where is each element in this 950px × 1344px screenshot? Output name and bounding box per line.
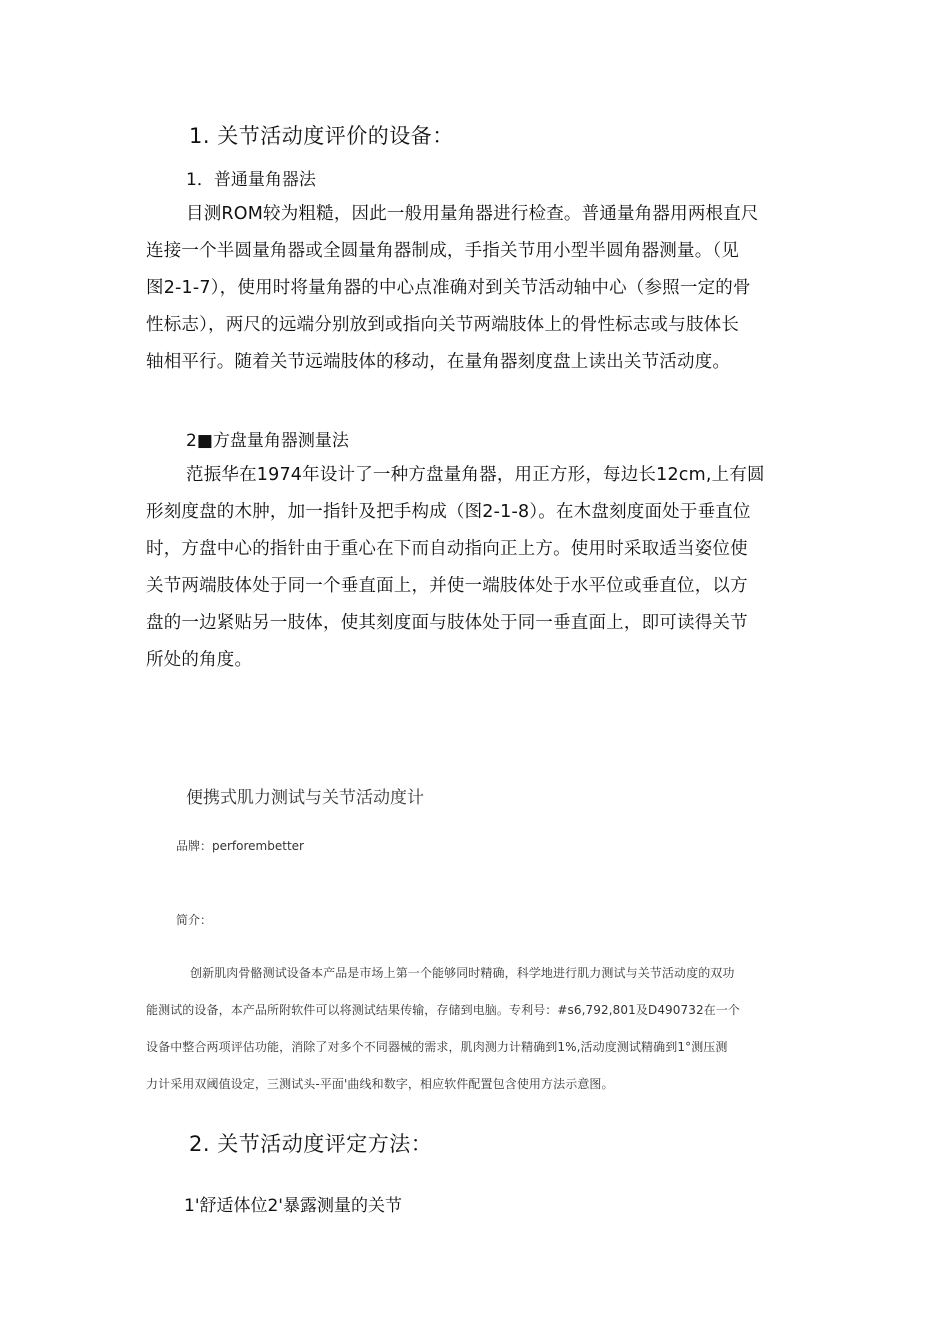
paragraph-line: 所处的角度。 — [146, 650, 253, 670]
product-intro-label: 简介： — [176, 913, 213, 927]
paragraph-line: 连接一个半圆量角器或全圆量角器制成，手指关节用小型半圆角器测量。（见 — [146, 241, 740, 261]
paragraph-line: 目测ROM较为粗糙，因此一般用量角器进行检查。普通量角器用两根直尺 — [186, 204, 759, 224]
paragraph-line: 范振华在1974年设计了一种方盘量角器，用正方形，每边长12cm,上有圆 — [186, 465, 765, 485]
description-line: 能测试的设备，本产品所附软件可以将测试结果传输，存储到电脑。专利号：#s6,792,801及D490732在一个 — [146, 1003, 741, 1017]
description-line: 力计采用双阈值设定，三测试头-平面'曲线和数字，相应软件配置包含使用方法示意图。 — [146, 1077, 614, 1091]
description-line: 设备中整合两项评估功能，消除了对多个不同器械的需求，肌肉测力计精确到1%,活动度测试精确到1°测压测 — [146, 1040, 728, 1054]
paragraph-line: 时，方盘中心的指针由于重心在下而自动指向正上方。使用时采取适当姿位使 — [146, 539, 748, 559]
paragraph-line: 盘的一边紧贴另一肢体，使其刻度面与肢体处于同一垂直面上，即可读得关节 — [146, 613, 748, 633]
section2-heading: 2. 关节活动度评定方法： — [189, 1132, 433, 1156]
description-line: 创新肌肉骨骼测试设备本产品是市场上第一个能够同时精确，科学地进行肌力测试与关节活动度的双功 — [190, 966, 735, 980]
product-title: 便携式肌力测试与关节活动度计 — [186, 788, 424, 808]
paragraph-line: 性标志），两尺的远端分别放到或指向关节两端肢体上的骨性标志或与肢体长 — [146, 315, 740, 335]
section2-subtitle: 1'舒适体位2'暴露测量的关节 — [184, 1196, 402, 1216]
product-brand: 品牌：perforembetter — [176, 839, 304, 853]
paragraph-line: 关节两端肢体处于同一个垂直面上，并使一端肢体处于水平位或垂直位，以方 — [146, 576, 748, 596]
paragraph-line: 形刻度盘的木肿，加一指针及把手构成（图2-1-8）。在木盘刻度面处于垂直位 — [146, 502, 751, 522]
subsection-protractor-title: 1．普通量角器法 — [186, 170, 316, 190]
paragraph-line: 图2-1-7），使用时将量角器的中心点准确对到关节活动轴中心（参照一定的骨 — [146, 278, 751, 298]
subsection-square-protractor-title: 2■方盘量角器测量法 — [186, 431, 349, 451]
section1-heading: 1. 关节活动度评价的设备： — [189, 124, 454, 148]
paragraph-line: 轴相平行。随着关节远端肢体的移动，在量角器刻度盘上读出关节活动度。 — [146, 352, 731, 372]
